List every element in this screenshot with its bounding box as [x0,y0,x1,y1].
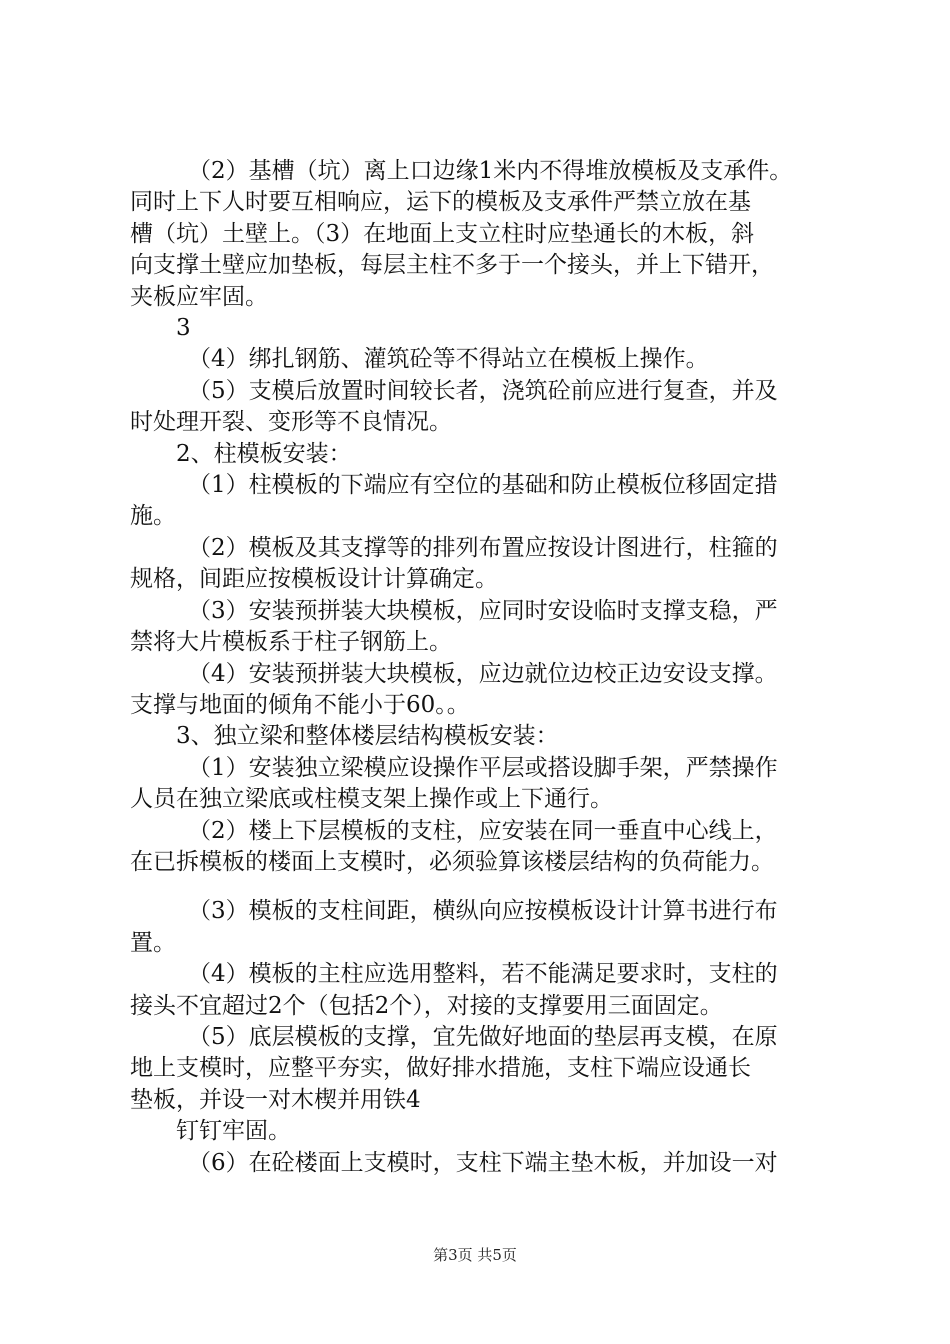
text-line: （2）楼上下层模板的支柱，应安装在同一垂直中心线上， [188,817,778,844]
text-line: （4）安装预拼装大块模板，应边就位边校正边安设支撑。 [188,660,778,687]
text-line: 置。 [130,929,176,956]
text-line: （1）柱模板的下端应有空位的基础和防止模板位移固定措 [188,472,778,499]
text-line: 钉钉牢固。 [176,1118,291,1145]
text-line: 规格，间距应按模板设计计算确定。 [130,566,498,593]
text-line: （6）在砼楼面上支模时，支柱下端主垫木板，并加设一对 [188,1149,778,1176]
page-footer: 第3页 共5页 [433,1246,517,1264]
text-line: （4）模板的主柱应选用整料，若不能满足要求时，支柱的 [188,961,778,988]
text-line: （5）底层模板的支撑，宜先做好地面的垫层再支模，在原 [188,1023,778,1050]
text-line: （1）安装独立梁模应设操作平层或搭设脚手架，严禁操作 [188,754,778,781]
section-heading: 2、柱模板安装： [176,440,352,467]
text-line: 支撑与地面的倾角不能小于60。。 [130,691,470,718]
text-line: （5）支模后放置时间较长者，浇筑砼前应进行复查，并及 [188,377,778,404]
text-line: 时处理开裂、变形等不良情况。 [130,409,452,436]
text-line: 垫板，并设一对木楔并用铁4 [130,1086,421,1113]
text-line: 禁将大片模板系于柱子钢筋上。 [130,629,452,656]
body-text [130,156,840,1179]
section-heading: 3、独立梁和整体楼层结构模板安装： [176,723,559,750]
text-line: 槽（坑）土壁上。（3）在地面上支立柱时应垫通长的木板，斜 [130,220,755,247]
text-line: 同时上下人时要互相响应，运下的模板及支承件严禁立放在基 [130,189,751,216]
text-line: 接头不宜超过2个（包括2个），对接的支撑要用三面固定。 [130,992,723,1019]
text-line: （4）绑扎钢筋、灌筑砼等不得站立在模板上操作。 [188,346,709,373]
text-line: （2）模板及其支撑等的排列布置应按设计图进行，柱箍的 [188,534,778,561]
text-line: 地上支模时，应整平夯实，做好排水措施，支柱下端应设通长 [130,1055,751,1082]
text-line: （3）安装预拼装大块模板，应同时安设临时支撑支稳，严 [188,597,778,624]
text-line: 在已拆模板的楼面上支模时，必须验算该楼层结构的负荷能力。 [130,848,774,875]
text-line: （3）模板的支柱间距，横纵向应按模板设计计算书进行布 [188,898,778,925]
text-line: 施。 [130,503,176,530]
text-line: （2）基槽（坑）离上口边缘1米内不得堆放模板及支承件。 [188,158,793,184]
page-number-inline: 3 [176,315,191,342]
text-line: 人员在独立梁底或柱模支架上操作或上下通行。 [130,786,613,813]
text-line: 向支撑土壁应加垫板，每层主柱不多于一个接头，并上下错开， [130,252,774,279]
text-line: 夹板应牢固。 [130,283,268,310]
